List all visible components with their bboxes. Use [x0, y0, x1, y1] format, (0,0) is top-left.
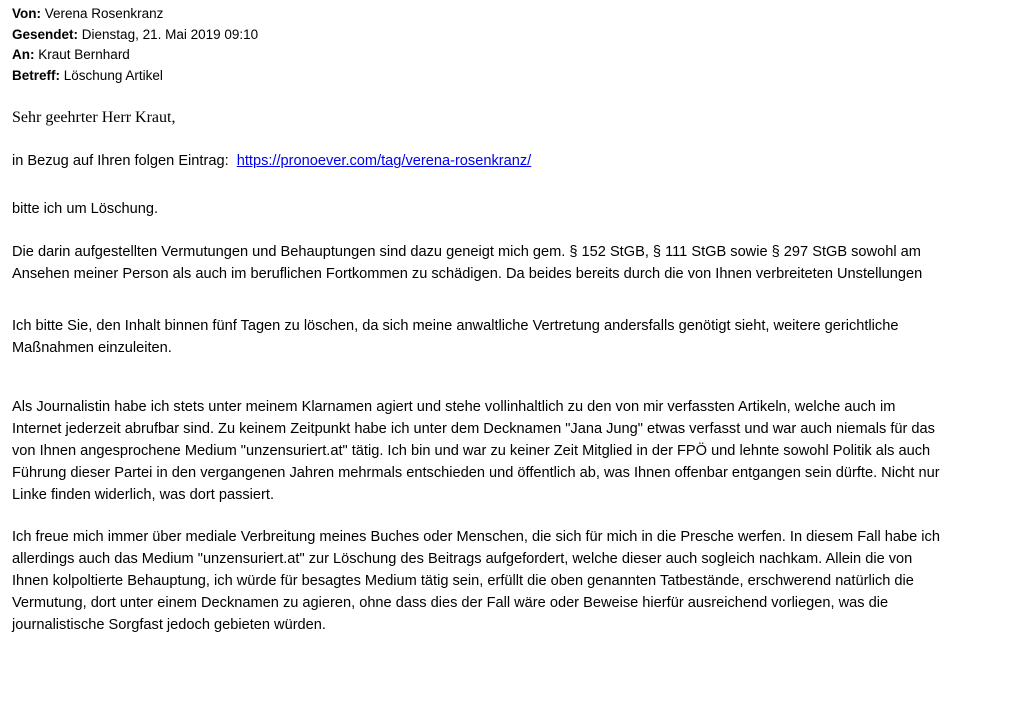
- paragraph-line: Führung dieser Partei in den vergangenen Jahren mehrmals entschieden und öffentlich ab, was Ihnen offenbar entgangen sein dürfte. Nicht nur: [12, 465, 940, 481]
- paragraph-media: [12, 526, 1017, 636]
- paragraph-line: journalistische Sorgfast jedoch gebieten würden.: [12, 617, 326, 633]
- paragraph-line: allerdings auch das Medium "unzensuriert.at" zur Löschung des Beitrags aufgefordert, welche dieser auch sogleich nachkam. Allein die von: [12, 551, 913, 567]
- paragraph-line: Als Journalistin habe ich stets unter meinem Klarnamen agiert und stehe vollinhaltlich zu den von mir verfassten Artikeln, welche auch im: [12, 399, 896, 415]
- to-value: Kraut Bernhard: [38, 47, 130, 62]
- salutation: Sehr geehrter Herr Kraut,: [12, 109, 176, 126]
- paragraph-legal-basis: [12, 241, 1017, 285]
- email-header: [12, 4, 258, 86]
- paragraph-line: Linke finden widerlich, was dort passiert.: [12, 487, 275, 503]
- paragraph-deadline: [12, 315, 1017, 359]
- from-row: [12, 4, 258, 25]
- paragraph-line: Vermutung, dort unter einem Decknamen zu agieren, ohne dass dies der Fall wäre oder Beweise hierfür ausreichend vorliegen, was die: [12, 595, 889, 611]
- to-label: An:: [12, 47, 35, 62]
- reference-text: in Bezug auf Ihren folgen Eintrag:: [12, 153, 229, 169]
- subject-row: [12, 66, 258, 87]
- reference-line: [12, 150, 1017, 172]
- sent-label: Gesendet:: [12, 26, 79, 42]
- reference-link[interactable]: https://pronoever.com/tag/verena-rosenkranz/: [236, 153, 532, 169]
- paragraph-line: Maßnahmen einzuleiten.: [12, 340, 172, 356]
- from-label: Von:: [12, 6, 41, 21]
- paragraph-line: Ansehen meiner Person als auch im beruflichen Fortkommen zu schädigen. Da beides bereits durch die von Ihnen verbreiteten Unstellungen: [12, 266, 923, 282]
- paragraph-line: Internet jederzeit abrufbar sind. Zu keinem Zeitpunkt habe ich unter dem Decknamen "Jana Jung" etwas verfasst und war auch niemals für das: [12, 421, 935, 437]
- sent-row: [12, 25, 258, 46]
- from-value: Verena Rosenkranz: [44, 6, 164, 21]
- paragraph-line: Die darin aufgestellten Vermutungen und Behauptungen sind dazu geneigt mich gem. § 152 StGB, § 111 StGB sowie § 297 StGB sowohl am: [12, 244, 921, 260]
- paragraph-line: Ihnen kolpoltierte Behauptung, ich würde für besagtes Medium tätig sein, erfüllt die oben genannten Tatbestände, erschwerend natürlich die: [12, 573, 914, 589]
- paragraph-line: von Ihnen angesprochene Medium "unzensuriert.at" tätig. Ich bin und war zu keiner Zeit Mitglied in der FPÖ und lehnte sowohl Politik als auch: [12, 443, 931, 459]
- to-row: [12, 45, 258, 66]
- subject-value: Löschung Artikel: [63, 67, 163, 83]
- paragraph-line: Ich freue mich immer über mediale Verbreitung meines Buches oder Menschen, die sich für mich in die Presche werfen. In diesem Fall habe ich: [12, 529, 940, 545]
- sent-value: Dienstag, 21. Mai 2019 09:10: [81, 26, 259, 42]
- paragraph-journalist: [12, 396, 1017, 506]
- request-line: bitte ich um Löschung.: [12, 201, 159, 217]
- subject-label: Betreff:: [12, 67, 61, 83]
- paragraph-line: Ich bitte Sie, den Inhalt binnen fünf Tagen zu löschen, da sich meine anwaltliche Vertretung andersfalls genötigt sieht, weitere gerichtliche: [12, 318, 899, 334]
